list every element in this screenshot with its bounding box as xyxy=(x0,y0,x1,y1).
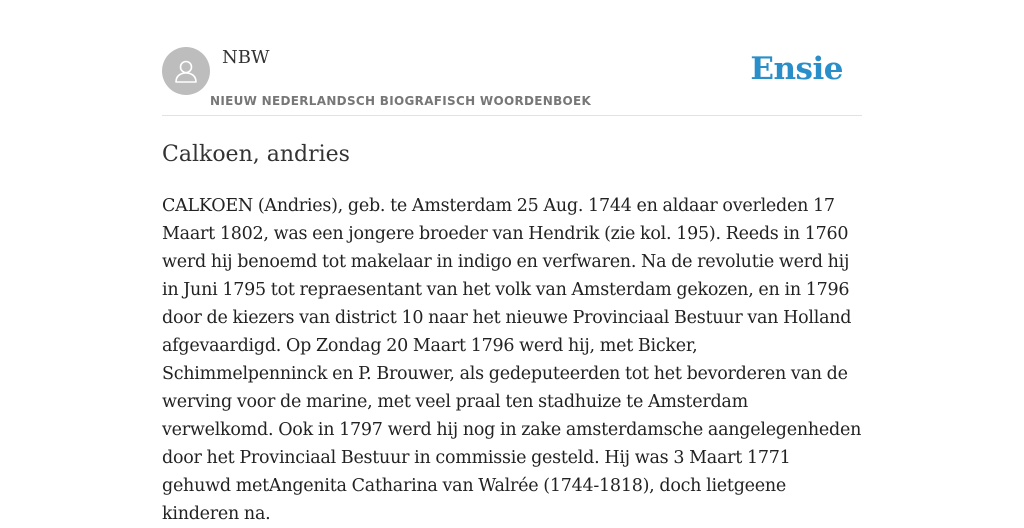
entry-card xyxy=(162,0,862,524)
brand-logo[interactable]: Ensie xyxy=(750,51,843,87)
entry-body: CALKOEN (Andries), geb. te Amsterdam 25 Aug. 1744 en aldaar overleden 17 Maart 1802, was een jongere broeder van Hendrik (zie kol. 195). Reeds in 1760 werd hij benoemd tot makelaar in indigo en verfwaren. Na de revolutie werd hij in Juni 1795 tot repraesentant van het volk van Amsterdam gekozen, en in 1796 door de kiezers van district 10 naar het nieuwe Provinciaal Bestuur van Holland afgevaardigd. Op Zondag 20 Maart 1796 werd hij, met Bicker, Schimmelpenninck en P. Brouwer, als gedeputeerden tot het bevorderen van de werving voor de marine, met veel praal ten stadhuize te Amsterdam verwelkomd. Ook in 1797 werd hij nog in zake amsterdamsche aangelegenheden door het Provinciaal Bestuur in commissie gesteld. Hij was 3 Maart 1771 gehuwd metAngenita Catharina van Walrée (1744-1818), doch lietgeene kinderen na. xyxy=(162,196,862,524)
source-avatar[interactable] xyxy=(162,47,210,95)
entry-title: Calkoen, andries xyxy=(162,142,350,167)
source-name[interactable]: NBW xyxy=(222,47,270,68)
entry-header xyxy=(162,0,862,116)
user-icon xyxy=(172,57,200,85)
source-full-name: NIEUW NEDERLANDSCH BIOGRAFISCH WOORDENBOEK xyxy=(210,94,592,108)
